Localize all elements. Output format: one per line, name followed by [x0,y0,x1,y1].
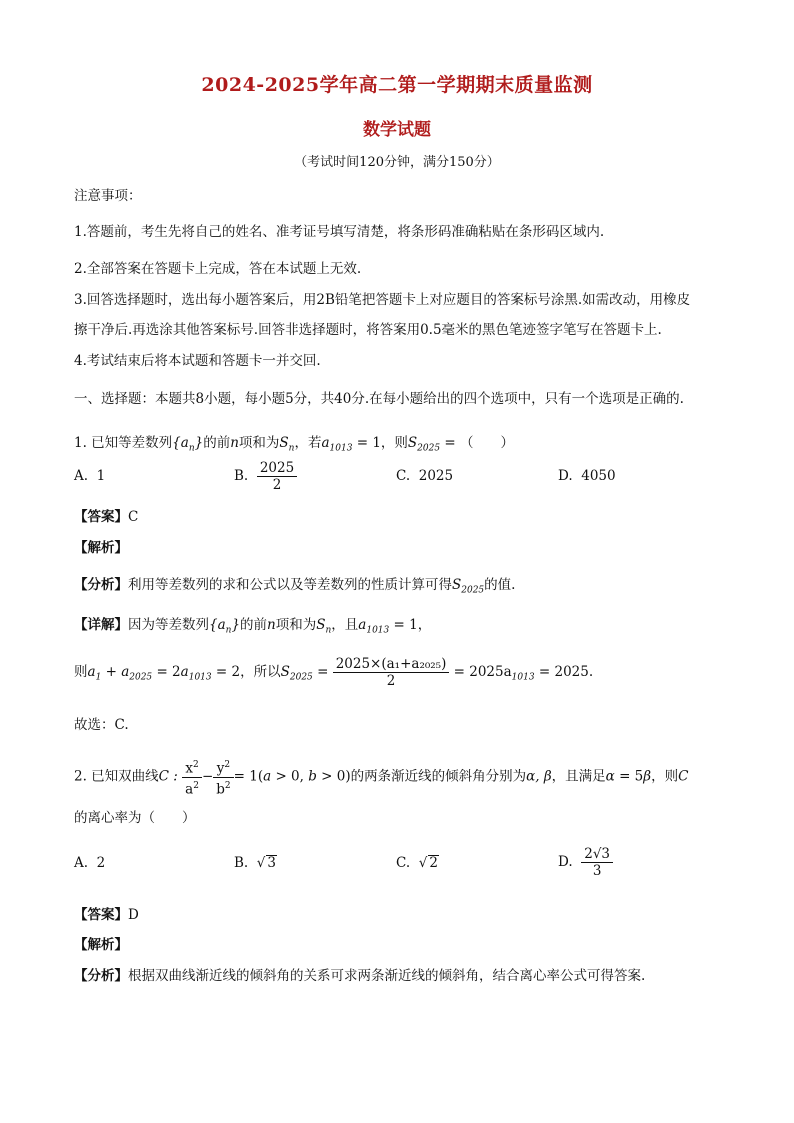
note-item-4: 4.考试结束后将本试题和答题卡一并交回. [74,353,321,369]
q1-option-c: C. 2025 [396,468,454,484]
q1-derivation: 则$a_1 + a_{2025} = 2a_{1013} = 2$，所以$S_{2025}$ = $\frac{\text{2025×(a₁+a₂₀₂₅)}}{2}$ = $2025a_{1013} = 2025$. [74,656,594,689]
q1-stem: 1. 已知等差数列$\{a_n\}$的前n项和为$S_n$，若$a_{1013} = 1$，则$S_{2025}$ = （ ） [74,435,514,454]
q1-fenxi: 【分析】利用等差数列的求和公式以及等差数列的性质计算可得$S_{2025}$的值. [74,577,516,596]
q2-answer: 【答案】D [74,907,139,923]
note-item-3-cont: 擦干净后.再选涂其他答案标号.回答非选择题时，将答案用0.5毫米的黑色笔迹签字笔写在答题卡上. [74,322,662,338]
note-item-2: 2.全部答案在答题卡上完成，答在本试题上无效. [74,261,362,277]
page-title: 2024-2025学年高二第一学期期末质量监测 [201,74,593,96]
q2-fenxi: 【分析】根据双曲线渐近线的倾斜角的关系可求两条渐近线的倾斜角，结合离心率公式可得答案. [74,968,646,984]
q2-analysis-tag: 【解析】 [74,937,128,953]
q1-conclusion: 故选：C. [74,717,129,733]
note-item-1: 1.答题前，考生先将自己的姓名、准考证号填写清楚，将条形码准确粘贴在条形码区域内. [74,224,605,240]
q2-option-a: A. 2 [74,855,106,871]
seq-an: $\{a_n\}$ [172,435,204,454]
q2-stem-cont: 的离心率为（ ） [74,810,196,826]
section1-heading: 一、选择题：本题共8小题，每小题5分，共40分.在每小题给出的四个选项中，只有一个选项是正确的. [74,391,684,407]
q1-answer: 【答案】C [74,509,139,525]
q1-xiangjie: 【详解】因为等差数列$\{a_n\}$的前n项和为$S_n$，且$a_{1013} = 1$， [74,617,432,636]
q2-option-d: D. $\frac{2√3}{3}$ [558,846,613,879]
notes-heading: 注意事项： [74,188,142,204]
note-item-3: 3.回答选择题时，选出每小题答案后，用2B铅笔把答题卡上对应题目的答案标号涂黑.如需改动，用橡皮 [74,292,691,308]
q1-analysis-tag: 【解析】 [74,540,128,556]
q2-option-c: C. √ 2 [396,855,438,871]
q1-option-d: D. 4050 [558,468,616,484]
q2-option-b: B. √ 3 [234,855,276,871]
exam-info: （考试时间120分钟，满分150分） [294,155,500,170]
q2-stem: 2. 已知双曲线C : $\frac{x^2}{a^2}$ − $\frac{y^2}{b^2}$ = 1(a > 0, b > 0)的两条渐近线的倾斜角分别为α, β，且满足α = 5β，则C [74,757,688,797]
q1-option-a: A. 1 [74,468,106,484]
q1-option-b: B. $\frac{2025}{2}$ [234,460,297,493]
subject-title: 数学试题 [363,120,431,140]
